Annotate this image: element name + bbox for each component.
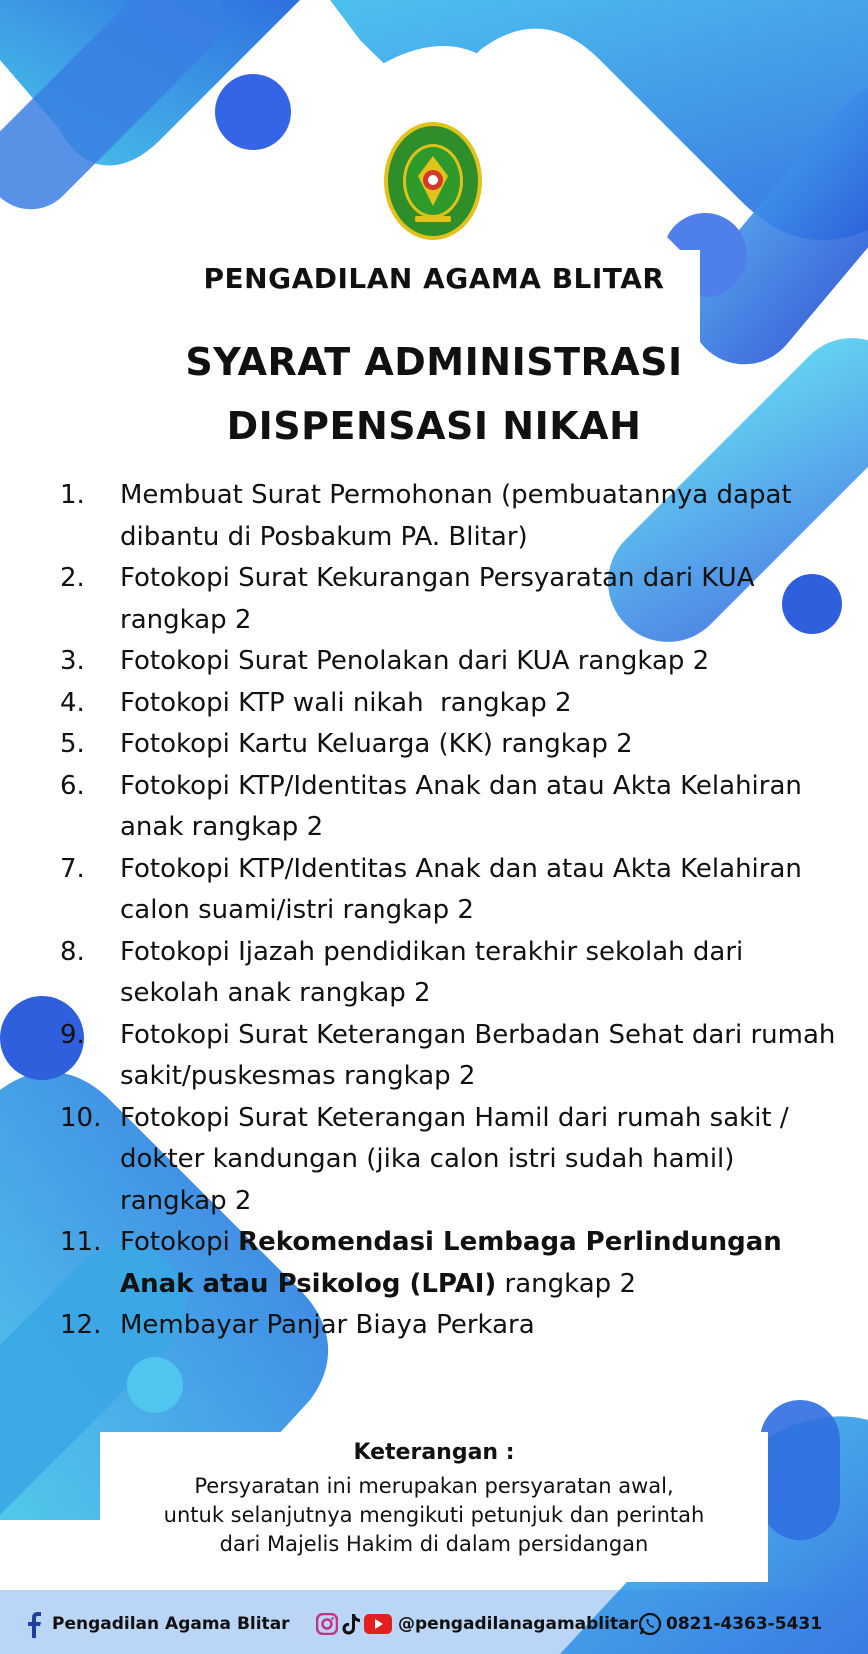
social-handle-link[interactable] bbox=[316, 1606, 638, 1642]
facebook-name: Pengadilan Agama Blitar bbox=[52, 1614, 290, 1634]
item-text: Fotokopi Kartu Keluarga (KK) rangkap 2 bbox=[120, 729, 633, 759]
requirements-list bbox=[60, 475, 840, 1347]
youtube-icon bbox=[364, 1614, 392, 1634]
title-line-2: DISPENSASI NIKAH bbox=[226, 404, 642, 448]
whatsapp-icon bbox=[638, 1612, 662, 1636]
item-number: 10. bbox=[60, 1102, 102, 1133]
note-title: Keterangan : bbox=[353, 1440, 515, 1465]
list-item bbox=[60, 1305, 840, 1347]
list-item bbox=[60, 724, 840, 766]
item-number: 8. bbox=[60, 936, 85, 967]
item-text: Fotokopi KTP wali nikah rangkap 2 bbox=[120, 687, 572, 718]
item-text: Fotokopi Surat Kekurangan Persyaratan dari KUA rangkap 2 bbox=[120, 563, 755, 635]
list-item bbox=[60, 932, 840, 1015]
list-item bbox=[60, 849, 840, 932]
item-number: 6. bbox=[60, 770, 85, 801]
item-text-before: Fotokopi bbox=[120, 1227, 239, 1257]
note-line-1: Persyaratan ini merupakan persyaratan awal, bbox=[194, 1474, 674, 1498]
phone-number: 0821-4363-5431 bbox=[666, 1614, 823, 1634]
item-number: 2. bbox=[60, 563, 85, 593]
item-number: 12. bbox=[60, 1310, 102, 1340]
item-number: 11. bbox=[60, 1227, 102, 1257]
list-item bbox=[60, 641, 840, 683]
item-text: Fotokopi Surat Keterangan Hamil dari rumah sakit / dokter kandungan (jika calon istri sudah hamil) rangkap 2 bbox=[120, 1102, 789, 1216]
item-text: Fotokopi KTP/Identitas Anak dan atau Akta Kelahiran calon suami/istri rangkap 2 bbox=[120, 853, 802, 925]
facebook-icon bbox=[24, 1608, 46, 1640]
footer bbox=[0, 1594, 868, 1654]
item-text-bold: Rekomendasi Lembaga Perlindungan Anak atau Psikolog (LPAI) bbox=[120, 1227, 782, 1299]
item-number: 3. bbox=[60, 646, 85, 676]
item-text: Fotokopi KTP/Identitas Anak dan atau Akta Kelahiran anak rangkap 2 bbox=[120, 770, 802, 842]
item-number: 5. bbox=[60, 729, 85, 759]
item-text-after: rangkap 2 bbox=[496, 1268, 636, 1299]
item-number: 7. bbox=[60, 853, 85, 884]
list-item bbox=[60, 1015, 840, 1098]
instagram-icon bbox=[316, 1613, 338, 1635]
item-number: 1. bbox=[60, 480, 85, 510]
list-item bbox=[60, 683, 840, 725]
court-emblem-icon bbox=[382, 120, 484, 242]
item-text: Membayar Panjar Biaya Perkara bbox=[120, 1310, 535, 1340]
title-line-1: SYARAT ADMINISTRASI bbox=[185, 340, 683, 384]
whatsapp-link[interactable] bbox=[638, 1606, 822, 1642]
tiktok-icon bbox=[341, 1612, 361, 1636]
item-number: 4. bbox=[60, 687, 85, 718]
social-handle: @pengadilanagamablitar bbox=[398, 1614, 638, 1634]
item-text bbox=[120, 1227, 782, 1299]
page-title bbox=[0, 330, 868, 458]
list-item bbox=[60, 1222, 840, 1305]
note-line-3: dari Majelis Hakim di dalam persidangan bbox=[219, 1532, 649, 1556]
list-item bbox=[60, 475, 840, 558]
list-item bbox=[60, 766, 840, 849]
item-text: Membuat Surat Permohonan (pembuatannya dapat dibantu di Posbakum PA. Blitar) bbox=[120, 480, 792, 552]
item-text: Fotokopi Surat Keterangan Berbadan Sehat dari rumah sakit/puskesmas rangkap 2 bbox=[120, 1019, 836, 1091]
note-line-2: untuk selanjutnya mengikuti petunjuk dan perintah bbox=[163, 1503, 705, 1527]
list-item bbox=[60, 1098, 840, 1223]
item-number: 9. bbox=[60, 1019, 85, 1050]
list-item bbox=[60, 558, 840, 641]
org-name: PENGADILAN AGAMA BLITAR bbox=[203, 262, 665, 295]
facebook-link[interactable] bbox=[24, 1606, 290, 1642]
item-text: Fotokopi Surat Penolakan dari KUA rangkap 2 bbox=[120, 646, 710, 676]
item-text: Fotokopi Ijazah pendidikan terakhir sekolah dari sekolah anak rangkap 2 bbox=[120, 936, 744, 1008]
